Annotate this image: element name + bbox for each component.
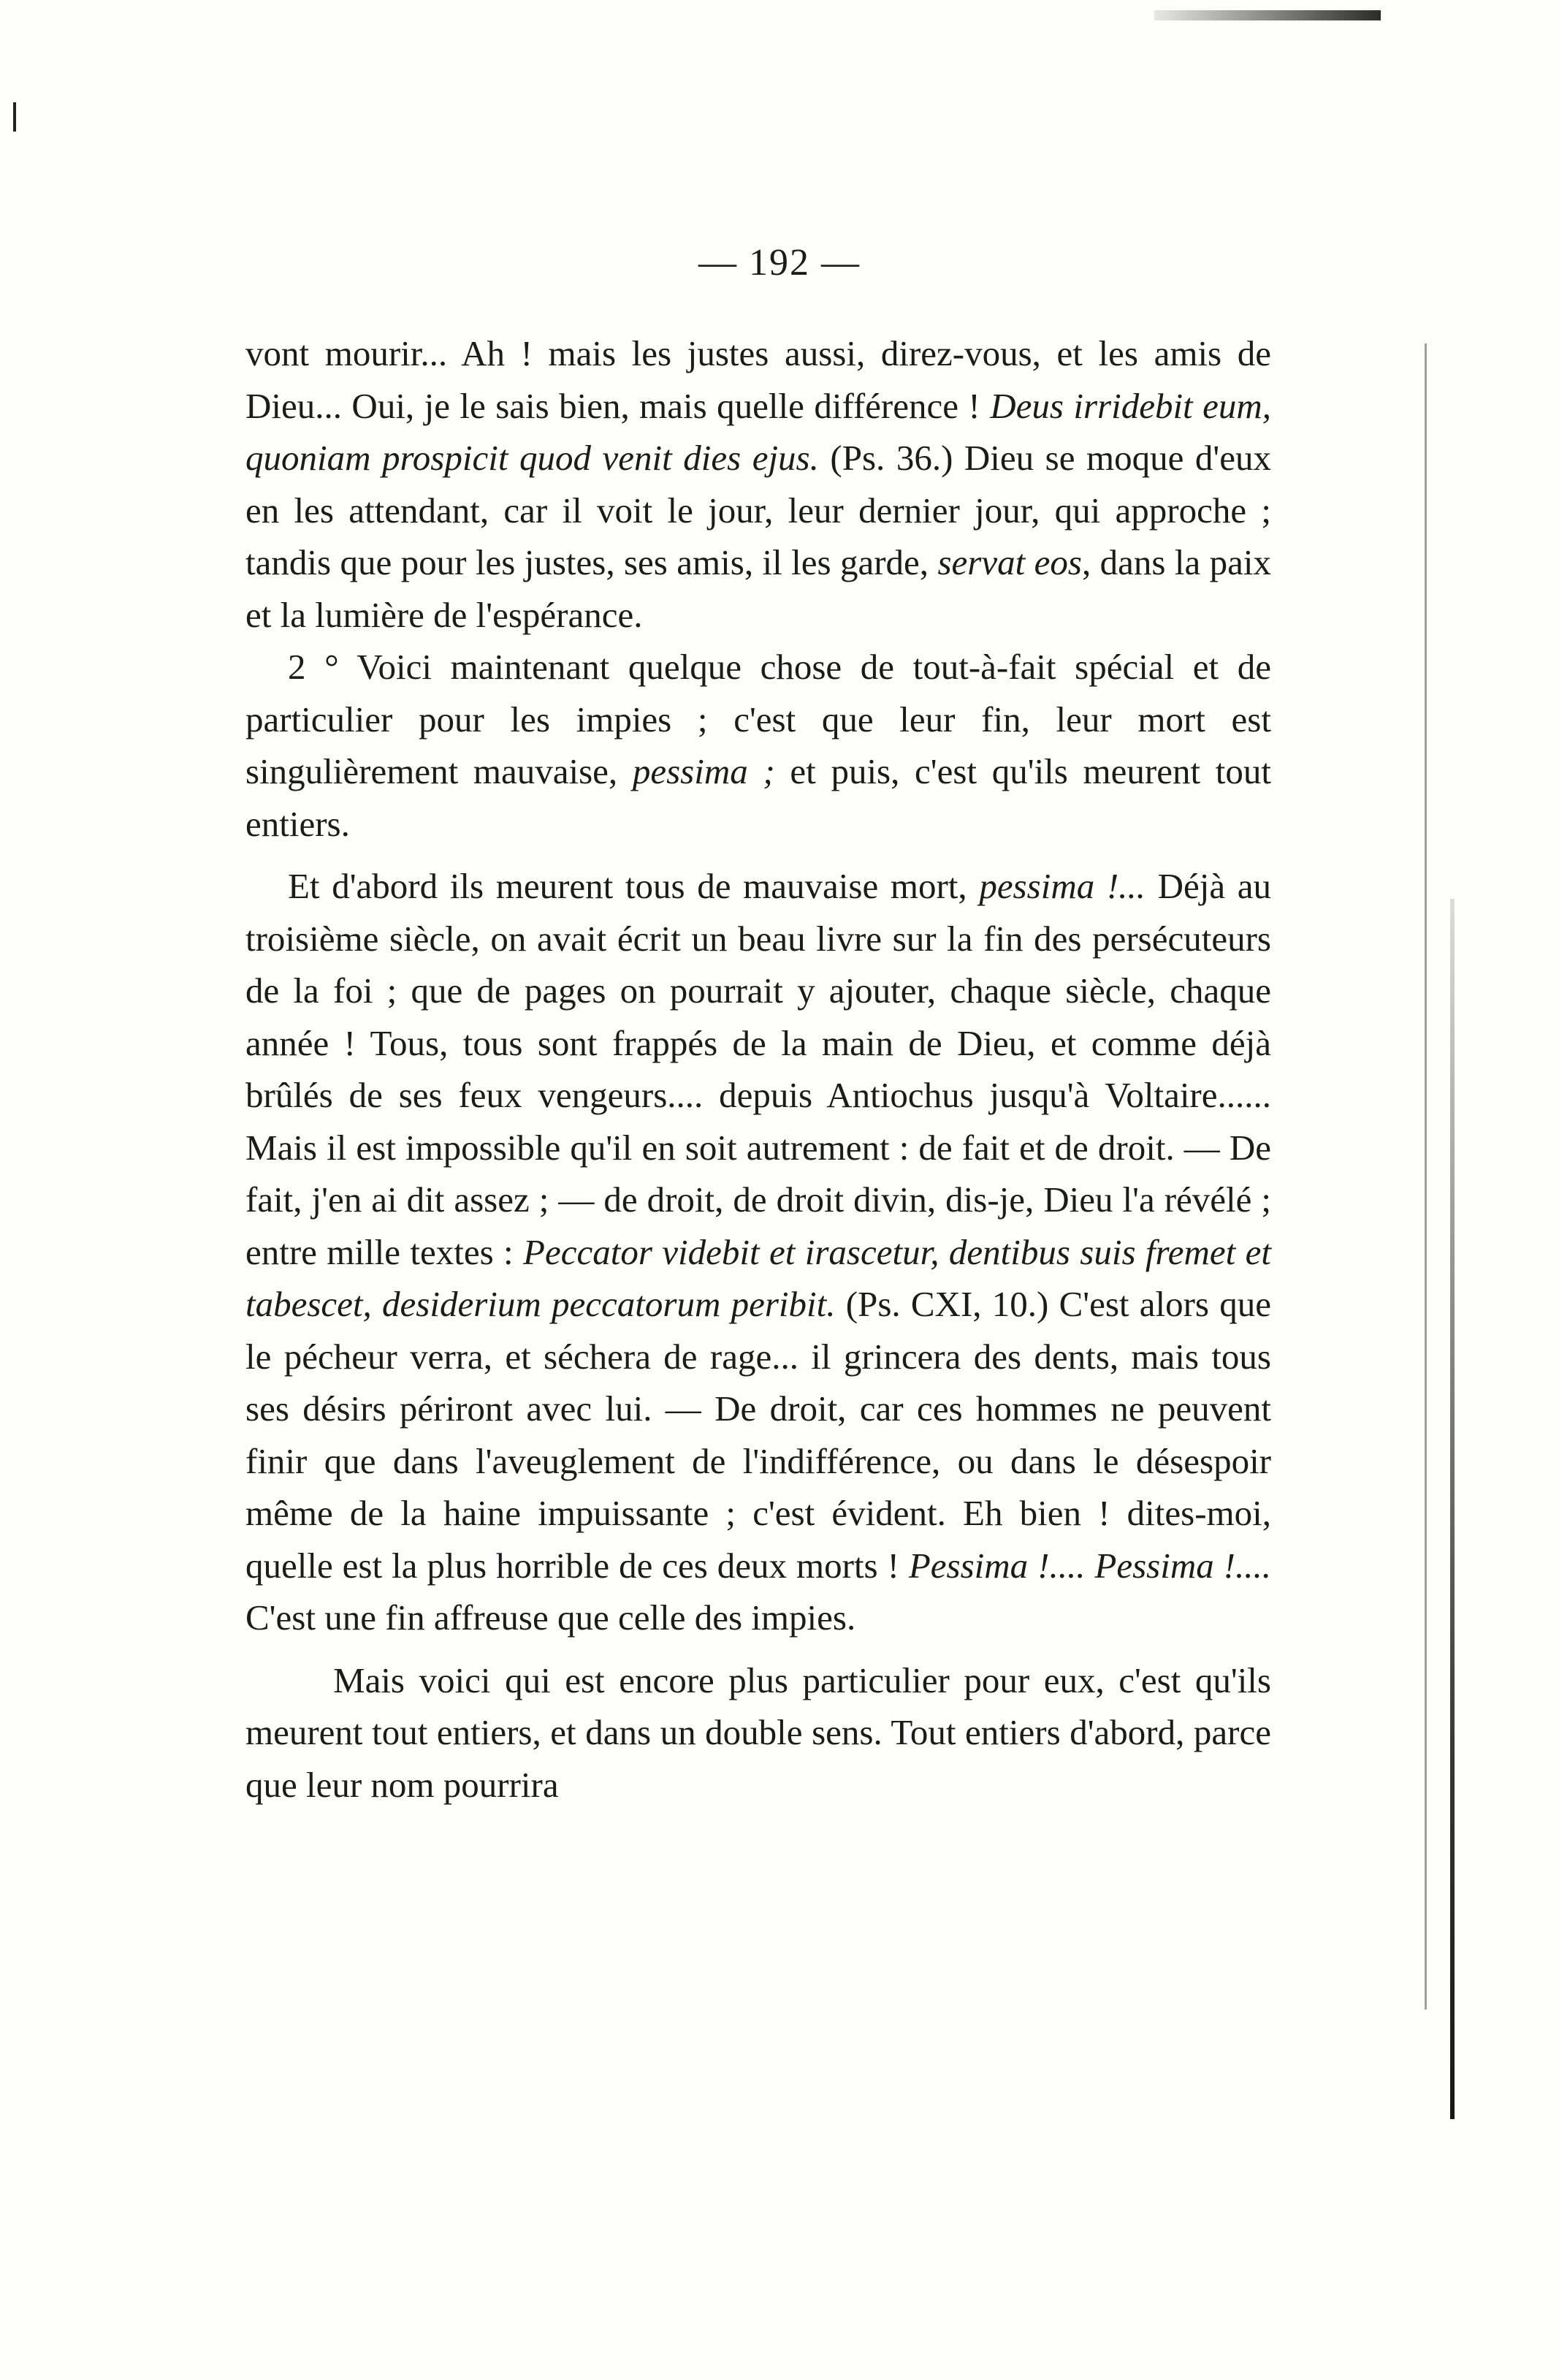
latin-quote: Pessima !.... Pessima !.... <box>908 1545 1271 1586</box>
text-run: 2 ° Voici maintenant quelque chose de tout-à-fait spécial et de particulier pour les impies ; c'est que leur fin, leur mort est singulièrement mauvaise, <box>245 647 1271 791</box>
binding-shadow <box>1450 899 1455 2119</box>
text-run: (Ps. CXI, 10.) C'est alors que le pécheur verra, et séchera de rage... il grincera des dents, mais tous ses désirs périront avec lui. — De droit, car ces hommes ne peuvent finir que dans l'aveuglement de l'indifférence, ou dans le désespoir même de la haine impuissante ; c'est évident. Eh bien ! dites-moi, quelle est la plus horrible de ces deux morts ! <box>245 1284 1271 1586</box>
page-number: — 192 — <box>698 242 861 284</box>
paragraph <box>245 327 1271 641</box>
text-run: vont mourir... Ah ! mais les justes aussi, direz-vous, et les amis de Dieu... Oui, je le sais bien, mais quelle différence ! <box>245 333 1271 426</box>
latin-quote: Deus irridebit eum, quoniam prospicit quod venit dies ejus. <box>245 385 1271 478</box>
scan-smudge <box>1154 10 1381 20</box>
text-run: (Ps. 36.) Dieu se moque d'eux en les attendant, car il voit le jour, leur dernier jour, qui approche ; tandis que pour les justes, ses amis, il les garde, <box>245 438 1271 582</box>
paragraph <box>245 641 1271 850</box>
text-run: C'est une fin affreuse que celle des impies. <box>245 1597 856 1638</box>
binding-shadow-thin <box>1425 343 1427 2010</box>
paragraph <box>245 860 1271 1644</box>
text-run: , dans la paix et la lumière de l'espérance. <box>245 542 1271 635</box>
paragraph <box>245 1654 1271 1811</box>
text-run: et puis, c'est qu'ils meurent tout entiers. <box>245 751 1271 844</box>
scan-edge-mark <box>13 102 16 132</box>
latin-quote: pessima !... <box>979 866 1146 906</box>
text-run: Et d'abord ils meurent tous de mauvaise mort, <box>288 866 980 906</box>
latin-quote: Peccator videbit et irascetur, dentibus suis fremet et tabescet, desiderium peccatorum peribit. <box>245 1231 1271 1324</box>
latin-quote: servat eos <box>937 542 1082 582</box>
body-text <box>245 327 1271 1811</box>
text-run: Déjà au troisième siècle, on avait écrit un beau livre sur la fin des persécuteurs de la foi ; que de pages on pourrait y ajouter, chaque siècle, chaque année ! Tous, tous sont frappés de la main de Dieu, et comme déjà brûlés de ses feux vengeurs.... depuis Antiochus jusqu'à Voltaire...... Mais il est impossible qu'il en soit autrement : de fait et de droit. — De fait, j'en ai dit assez ; — de droit, de droit divin, dis-je, Dieu l'a révélé ; entre mille textes : <box>245 866 1271 1272</box>
text-run: Mais voici qui est encore plus particulier pour eux, c'est qu'ils meurent tout entiers, et dans un double sens. Tout entiers d'abord, parce que leur nom pourrira <box>245 1659 1271 1805</box>
latin-quote: pessima ; <box>632 751 775 791</box>
